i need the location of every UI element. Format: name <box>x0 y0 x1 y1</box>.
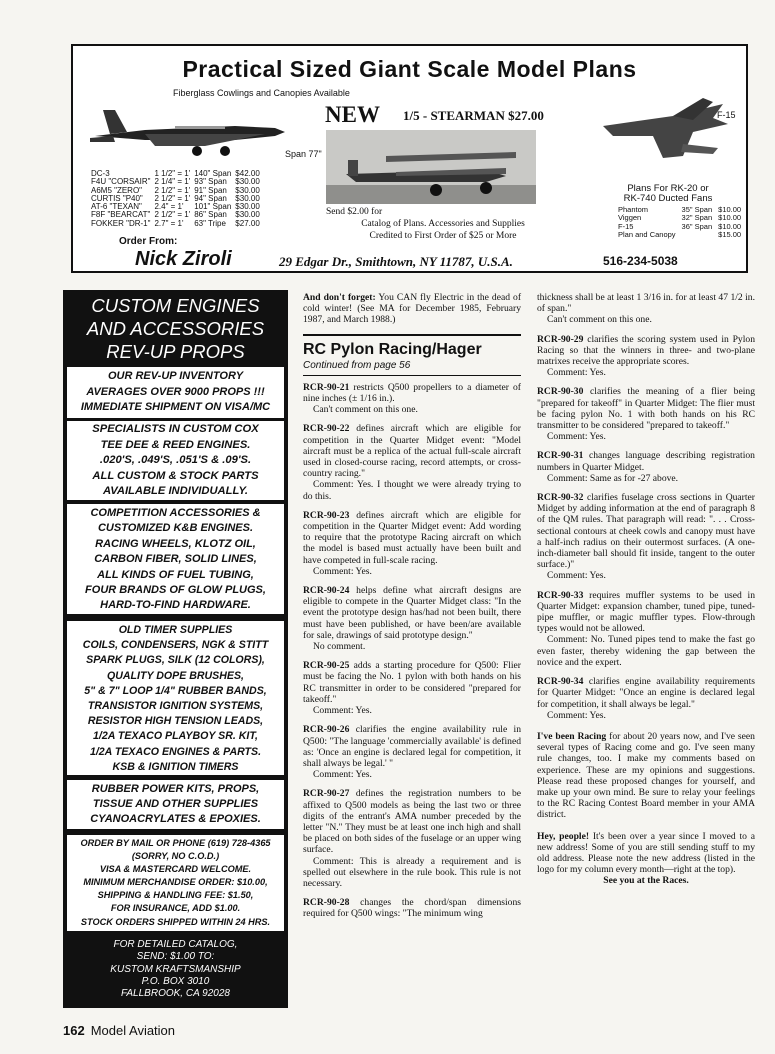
continued-paragraph: thickness shall be at least 1 3/16 in. for at least 47 1/2 in. of span." <box>537 292 755 315</box>
rule-comment: Can't comment on this one. <box>313 404 418 416</box>
rule-comment: Comment: Yes. <box>313 705 372 717</box>
fan-price: $10.00 <box>718 221 742 231</box>
intro-paragraph <box>303 292 521 326</box>
fan-price: $10.00 <box>718 205 742 214</box>
ducted-fans-table <box>618 206 747 239</box>
fan-price: $15.00 <box>718 229 742 239</box>
ad-line: 1/2A TEXACO PLAYBOY SR. KIT, <box>92 730 258 743</box>
f15-jet-illustration <box>593 96 733 176</box>
hey-bold: Hey, people! <box>537 830 590 842</box>
fan-row <box>618 231 747 239</box>
racing-paragraph <box>537 731 755 821</box>
send-line-2: Catalog of Plans. Accessories and Supplies <box>361 219 525 229</box>
plans-for-line-1: Plans For RK-20 or <box>627 183 709 194</box>
rule-text: defines aircraft which are eligible for competition in the Quarter Midget event: "Model aircraft must be a replica of the actual full-scale aircraft used in closed-course racing, record attempts, or cross-country racing." <box>303 423 521 480</box>
ad-line: CYANOACRYLATES & EPOXIES. <box>90 813 261 826</box>
ad-line: RESISTOR HIGH TENSION LEADS, <box>87 715 264 728</box>
rule-comment: Comment: Yes. <box>313 565 372 577</box>
ad-heading-line: AND ACCESSORIES <box>86 318 265 339</box>
ad-headline: Practical Sized Giant Scale Model Plans <box>182 56 637 82</box>
rule-text: defines aircraft which are eligible for competition in the Quarter Midget event: Add wording to require that the prototype Racing aircraft on which the model is based must actually have been built and have competed in full-scale racing. <box>303 509 521 566</box>
catalog-line: SEND: $1.00 TO: <box>136 951 215 963</box>
rule-paragraph <box>303 423 521 479</box>
rule-comment: No comment. <box>313 641 366 653</box>
model-row <box>91 220 264 228</box>
plans-advertisement <box>71 44 748 273</box>
rule-paragraph <box>537 676 755 710</box>
ad-line: COMPETITION ACCESSORIES & <box>90 507 261 519</box>
ad-box-old-timer <box>67 621 284 775</box>
ad-line: STOCK ORDERS SHIPPED WITHIN 24 HRS. <box>80 916 271 927</box>
fan-span <box>682 231 719 239</box>
ad-line: OUR REV-UP INVENTORY <box>107 370 244 382</box>
fan-span: 36" Span <box>681 221 713 231</box>
fan-name: Viggen <box>618 213 642 223</box>
ad-line: MINIMUM MERCHANDISE ORDER: $10.00, <box>83 877 268 888</box>
ad-line: AVAILABLE INDIVIDUALLY. <box>102 485 249 498</box>
model-name: DC-3 <box>91 169 110 178</box>
rule-comment: Comment: Yes. <box>313 769 372 781</box>
ad-heading <box>63 294 288 363</box>
ad-line: RUBBER POWER KITS, PROPS, <box>91 783 260 795</box>
model-span: 93" Span <box>194 177 227 187</box>
rule-paragraph <box>537 334 755 368</box>
rule-paragraph <box>303 724 521 769</box>
model-price: $27.00 <box>235 218 260 228</box>
rule-text: clarifies fuselage cross sections in Quarter Midget by adding information at the end of paragraph 8 of the QM rules. That paragraph will read: ". . . Cross-sectional contours at cheek cowls and canopy must have a half-inch radius on their outermost surfaces. (A one-inch-diameter ball should fit inside, tangent to the outer surface.)" <box>537 492 755 571</box>
plans-for <box>593 184 743 204</box>
racing-text: for about 20 years now, and I've seen several types of Racing come and go. I've seen many rule changes, too. I make my comments based on experience. These are my opinions and suggestions. Please read these proposed changes for yourself, and make up your own mind. Be sure to relay your feelings to the RC Racing Contest Board member in your AMA district. <box>537 730 755 821</box>
ad-line: KSB & IGNITION TIMERS <box>112 760 239 773</box>
model-span: 63" Tripe <box>194 218 226 228</box>
rule-comment: Comment: Yes. <box>547 709 606 721</box>
ad-line: HARD-TO-FIND HARDWARE. <box>100 599 251 612</box>
rule-paragraph <box>537 386 755 431</box>
ad-line: TISSUE AND OTHER SUPPLIES <box>92 798 259 811</box>
paragraph-gap <box>303 577 521 585</box>
rule-text: helps define what aircraft designs are eligible to compete in the Quarter Midget class: "In the event the prototype design has/had not been built, there must have been published, or have been/are available for sale, drawings of said prototype design." <box>303 585 521 641</box>
paragraph-gap <box>537 442 755 450</box>
ad-line: AVERAGES OVER 9000 PROPS !!! <box>86 385 265 398</box>
send-line-3: Credited to First Order of $25 or More <box>369 231 517 241</box>
rule-id: RCR-90-25 <box>303 660 350 672</box>
hey-paragraph <box>537 831 755 876</box>
paragraph-gap <box>303 502 521 510</box>
model-span: 94" Span <box>194 193 227 203</box>
seller-name: Nick Ziroli <box>135 248 232 270</box>
section-title: RC Pylon Racing/Hager <box>303 340 482 358</box>
intro-bold: And don't forget: <box>303 292 376 303</box>
ad-line: ALL CUSTOM & STOCK PARTS <box>92 469 259 482</box>
column-1-rules <box>303 382 521 920</box>
ad-line: (SORRY, NO C.O.D.) <box>131 851 220 862</box>
fan-name: Phantom <box>618 205 649 214</box>
dc3-plane-illustration <box>85 96 295 166</box>
fan-price: $10.00 <box>718 213 742 223</box>
model-scale: 1 1/2" = 1' <box>154 169 191 178</box>
model-scale: 2 1/2" = 1' <box>154 210 191 220</box>
f15-label: F-15 <box>717 110 736 120</box>
new-label: NEW <box>325 102 380 127</box>
paragraph-gap <box>303 716 521 724</box>
page-number: 162 <box>63 1023 85 1038</box>
rule-id: RCR-90-27 <box>303 788 350 800</box>
fan-span: 35" Span <box>681 205 713 214</box>
continued-note: Continued from page 56 <box>303 359 411 371</box>
ad-line: CARBON FIBER, SOLID LINES, <box>94 553 257 566</box>
ad-box-inventory <box>67 367 284 418</box>
catalog-line: P.O. BOX 3010 <box>141 975 210 987</box>
ad-line: 1/2A TEXACO ENGINES & PARTS. <box>89 745 262 758</box>
ad-heading-line: CUSTOM ENGINES <box>91 295 260 316</box>
rule-comment: Comment: Yes. <box>547 570 606 582</box>
catalog-line: FALLBROOK, CA 92028 <box>121 988 230 1000</box>
ad-line: QUALITY DOPE BRUSHES, <box>107 669 244 682</box>
article-column-2 <box>537 292 755 887</box>
rule-paragraph <box>303 585 521 641</box>
model-scale: 2.7" = 1' <box>154 218 184 228</box>
seller-address: 29 Edgar Dr., Smithtown, NY 11787, U.S.A. <box>279 254 513 269</box>
new-item: 1/5 - STEARMAN $27.00 <box>403 108 544 123</box>
rule-comment: Comment: Yes. <box>547 431 606 443</box>
rule-comment: Comment: No. Tuned pipes tend to make the fast go even faster, thereby widening the gap between the novice and the expert. <box>537 634 755 668</box>
model-span: 140" Span <box>194 169 232 178</box>
span-label: Span 77" <box>285 149 322 159</box>
catalog-line: KUSTOM KRAFTSMANSHIP <box>110 963 241 975</box>
rule-text: clarifies engine availability requirements for Quarter Midget: "Once an engine is declared legal for competition, it shall always be legal." <box>537 676 755 710</box>
send-lines <box>343 218 543 242</box>
rule-text: restricts Q500 propellers to a diameter of nine inches (± 1/16 in.). <box>303 381 521 405</box>
hey-text: It's been over a year since I moved to a new address! Some of you are still sending stuff to my old address. Please note the new address (listed in the logo for my column every month—right at the top). <box>537 830 755 876</box>
model-price: $30.00 <box>235 210 260 220</box>
order-from-label: Order From: <box>119 236 178 247</box>
rule-paragraph <box>303 897 521 919</box>
rule-text: defines the registration numbers to be affixed to Q500 models as being the last two or three digits of the entrant's AMA number preceded by the letter "N." They must be at least one inch high and shall be placed on both sides of the fuselage or an upper wing surface. <box>303 788 521 856</box>
racing-bold: I've been Racing <box>537 730 607 742</box>
catalog-info <box>63 939 288 1000</box>
fan-name: Plan and Canopy <box>618 229 676 239</box>
intro-text: You CAN fly Electric in the dead of cold winter! (See MA for December 1985, February 1987, and March 1988.) <box>303 292 522 326</box>
rule-id: RCR-90-34 <box>537 676 584 688</box>
ad-line: FOUR BRANDS OF GLOW PLUGS, <box>85 584 266 597</box>
model-name: AT-6 "TEXAN" <box>91 202 142 212</box>
model-scale: 2.4" = 1' <box>154 202 184 212</box>
rule-id: RCR-90-30 <box>537 386 584 398</box>
ad-heading-line: REV-UP PROPS <box>106 341 245 362</box>
column-2-rules <box>537 334 755 721</box>
fan-name: F-15 <box>618 221 634 231</box>
ad-line: IMMEDIATE SHIPMENT ON VISA/MC <box>80 401 271 413</box>
rule-comment: Comment: This is already a requirement and is spelled out elsewhere in the rule book. This rule is not necessary. <box>303 855 521 889</box>
continued-comment: Can't comment on this one. <box>547 314 652 326</box>
model-scale: 2 1/4" = 1' <box>154 177 191 187</box>
model-span: 101" Span <box>194 202 232 212</box>
ad-line: FOR INSURANCE, ADD $1.00. <box>110 903 241 914</box>
seller-phone: 516-234-5038 <box>603 254 678 268</box>
rule-id: RCR-90-28 <box>303 897 350 909</box>
model-name: CURTIS "P40" <box>91 193 143 203</box>
send-line-1: Send $2.00 for <box>326 207 383 217</box>
ad-line: SPARK PLUGS, SILK (12 COLORS), <box>86 654 265 667</box>
paragraph-gap <box>303 780 521 788</box>
rule-text: clarifies the engine availability rule in Q500: "The language 'commercially available' is defined as: 'Once an engine is declared legal for competition, it shall always be legal.' " <box>303 724 522 769</box>
rule-id: RCR-90-23 <box>303 509 350 521</box>
models-price-table <box>91 170 264 228</box>
rule-id: RCR-90-32 <box>537 492 584 504</box>
model-price: $30.00 <box>235 202 260 212</box>
ad-line: .020'S, .049'S, .051'S & .09'S. <box>99 454 252 467</box>
rule-paragraph <box>537 590 755 635</box>
rule-id: RCR-90-33 <box>537 589 584 601</box>
signoff-text: See you at the Races. <box>603 875 689 887</box>
paragraph-gap <box>537 582 755 590</box>
paragraph-gap <box>303 652 521 660</box>
rule-id: RCR-90-24 <box>303 585 350 597</box>
rule-text: clarifies the scoring system used in Pylon Racing so that the winners in three- and two-plane matrixes receive the appropriate scores. <box>537 333 755 368</box>
ad-subheadline: Fiberglass Cowlings and Canopies Available <box>173 88 350 98</box>
ad-line: TRANSISTOR IGNITION SYSTEMS, <box>87 700 264 713</box>
ad-line: 5" & 7" LOOP 1/4" RUBBER BANDS, <box>84 684 267 697</box>
ad-line: RACING WHEELS, KLOTZ OIL, <box>95 537 256 550</box>
model-price: $42.00 <box>235 169 260 178</box>
model-price: $30.00 <box>235 185 260 195</box>
model-scale: 2 1/2" = 1' <box>154 193 191 203</box>
ad-box-specialists <box>67 421 284 500</box>
rule-id: RCR-90-31 <box>537 450 584 462</box>
rule-paragraph <box>537 492 755 570</box>
rule-text: clarifies the meaning of a flier being "prepared for takeoff" in Quarter Midget: The flier must be facing pylon No. 1 with both hands on his RC transmitter to be considered "prepared to takeoff." <box>537 386 755 432</box>
rule-text: changes the chord/span dimensions required for Q500 wings: "The minimum wing <box>303 897 521 920</box>
rule-id: RCR-90-29 <box>537 333 584 345</box>
rule-id: RCR-90-22 <box>303 423 350 435</box>
model-name: A6M5 "ZERO" <box>91 185 143 195</box>
ad-line: VISA & MASTERCARD WELCOME. <box>99 864 252 875</box>
rule-text: adds a starting procedure for Q500: Flier must be facing the No. 1 pylon with both hands on his RC transmitter in order to be considered "prepared for takeoff." <box>303 660 521 705</box>
stearman-photo <box>326 130 536 204</box>
ad-box-competition <box>67 504 284 614</box>
rule-comment: Comment: Yes. <box>547 367 606 379</box>
rule-paragraph <box>303 788 521 855</box>
plans-for-line-2: RK-740 Ducted Fans <box>623 193 713 204</box>
model-scale: 2 1/2" = 1' <box>154 185 191 195</box>
engines-advertisement <box>63 290 288 1008</box>
rule-text: requires muffler systems to be used in Quarter Midget: expansion chamber, tuned pipe, tuned-pipe muffler, or magic muffler types. Flow-through types would not be allowed. <box>537 589 755 635</box>
ad-line: CUSTOMIZED K&B ENGINES. <box>97 522 254 535</box>
rule-paragraph <box>303 382 521 404</box>
model-name: F4U "CORSAIR" <box>91 177 151 187</box>
model-name: FOKKER "DR-1" <box>91 218 151 228</box>
model-span: 86" Span <box>194 210 227 220</box>
ad-line: TEE DEE & REED ENGINES. <box>100 438 251 451</box>
paragraph-gap <box>537 668 755 676</box>
page-footer <box>63 1023 175 1038</box>
magazine-name: Model Aviation <box>90 1023 176 1038</box>
ad-line: SHIPPING & HANDLING FEE: $1.50, <box>97 890 254 901</box>
model-span: 91" Span <box>194 185 227 195</box>
ad-line: SPECIALISTS IN CUSTOM COX <box>92 423 259 435</box>
rule-text: changes language describing registration numbers in Quarter Midget. <box>537 450 755 473</box>
model-price: $30.00 <box>235 193 260 203</box>
rule-paragraph <box>303 510 521 566</box>
rule-id: RCR-90-21 <box>303 381 350 393</box>
paragraph-gap <box>537 378 755 386</box>
model-name: F8F "BEARCAT" <box>91 210 151 220</box>
rule-comment: Comment: Yes. I thought we were already trying to do this. <box>303 479 521 502</box>
signoff <box>537 875 755 886</box>
article-column-1 <box>303 292 521 920</box>
rule-paragraph <box>537 450 755 472</box>
ad-box-rubber-power <box>67 780 284 829</box>
catalog-line: FOR DETAILED CATALOG, <box>113 939 238 950</box>
paragraph-gap <box>303 889 521 897</box>
rule-id: RCR-90-26 <box>303 724 350 736</box>
ad-line: ALL KINDS OF FUEL TUBING, <box>97 568 254 581</box>
paragraph-gap <box>537 484 755 492</box>
paragraph-gap <box>303 415 521 423</box>
model-price: $30.00 <box>235 177 260 187</box>
ad-box-ordering <box>67 835 284 931</box>
ad-line: ORDER BY MAIL OR PHONE (619) 728-4365 <box>80 838 271 848</box>
rule-comment: Comment: Same as for -27 above. <box>547 472 679 484</box>
ad-line: COILS, CONDENSERS, NGK & STITT <box>82 639 269 652</box>
fan-span: 32" Span <box>681 213 713 223</box>
rule-paragraph <box>303 660 521 705</box>
ad-line: OLD TIMER SUPPLIES <box>118 624 233 636</box>
